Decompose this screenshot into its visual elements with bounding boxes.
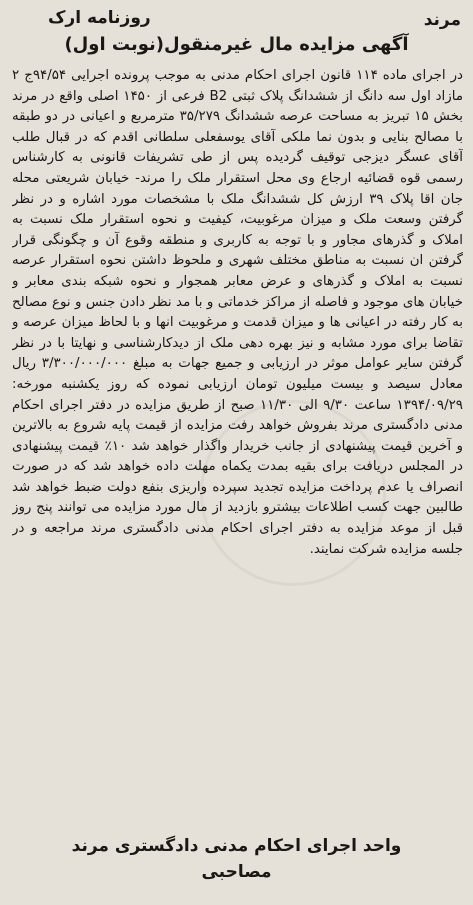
clipping-header bbox=[8, 6, 465, 34]
signer-name: مصاحبی bbox=[201, 862, 272, 882]
issuing-office: واحد اجرای احکام مدنی دادگستری مرند bbox=[71, 836, 402, 856]
notice-title: آگهی مزایده مال غیرمنقول(نوبت اول) bbox=[64, 34, 409, 55]
notice-body: در اجرای ماده ۱۱۴ قانون اجرای احکام مدنی به موجب پرونده اجرایی ۹۴/۵۴ج ۲ مازاد اول سه دانگ از ششدانگ پلاک ثبتی B2 فرعی از ۱۴۵۰ اصلی واقع در مرند بخش ۱۵ تبریز به مساحت عرصه ششدانگ ۳۵/۲۷۹ مترمربع و اعیانی در دو طبقه با مصالح بنایی و بدون نما ملکی آقای یوسفعلی سلطانی اقدم که در قبال طلب آقای عسگر دیزجی توقیف گردیده پس از طی تشریفات قانونی به کارشناس رسمی قوه قضائیه ارجاع وی محل استقرار ملک را مرند- خیابان شریعتی محله جان اقا پلاک ۳۹ ارزش کل ششدانگ ملک با مشخصات مورد اشاره و در نظر گرفتن وسعت ملک و میزان مرغوبیت، کیفیت و نحوه استقرار ملک نسبت به املاک و گذرهای مجاور و با توجه به کاربری و منطقه وقوع آن و چگونگی قرار گرفتن ان نسبت به مناطق مختلف شهری و ملحوظ داشتن نحوه استقرار عرصه نسبت به املاک و گذرهای و عرض معابر همجوار و نحوه شبکه بندی معابر و خیابان های موجود و فاصله از مراکز خدماتی و با مد نظر دادن جنس و نوع مصالح به کار رفته در اعیانی ها و میزان قدمت و مرغوبیت انها و با لحاظ میزان عرصه و تقاضا برای مورد مشابه و نیز بهره دهی ملک از دیدکارشناسی و نهایتا با در نظر گرفتن سایر عوامل موثر در ارزیابی و جمیع جهات به مبلغ ۳/۳۰۰/۰۰۰/۰۰۰ ریال معادل سیصد و بیست میلیون تومان ارزیابی نموده که روز یکشنبه مورخه: ۱۳۹۴/۰۹/۲۹ ساعت ۹/۳۰ الی ۱۱/۳۰ صبح از طریق مزایده در دفتر اجرای احکام مدنی دادگستری مرند بفروش خواهد رفت مزایده از قیمت پایه شروع به بالاترین و آخرین قیمت پیشنهادی از جانب خریدار واگذار خواهد شد ۱۰٪ قیمت پیشنهادی در المجلس دریافت برای بقیه بمدت یکماه مهلت داده خواهد شد که در صورت انصراف یا عدم پرداخت مزایده تجدید سپرده واریزی بنفع دولت ضبط خواهد شد طالبین جهت کسب اطلاعات بیشترو بازدید از مال مورد مزایده می توانند پنج روز قبل از موعد مزایده به دفتر اجرای احکام مدنی دادگستری مرند مراجعه و در جلسه مزایده شرکت نمایند. bbox=[12, 68, 463, 557]
newspaper-name: روزنامه ارک bbox=[48, 8, 151, 28]
city-name: مرند bbox=[423, 10, 461, 30]
notice-footer bbox=[0, 833, 473, 885]
